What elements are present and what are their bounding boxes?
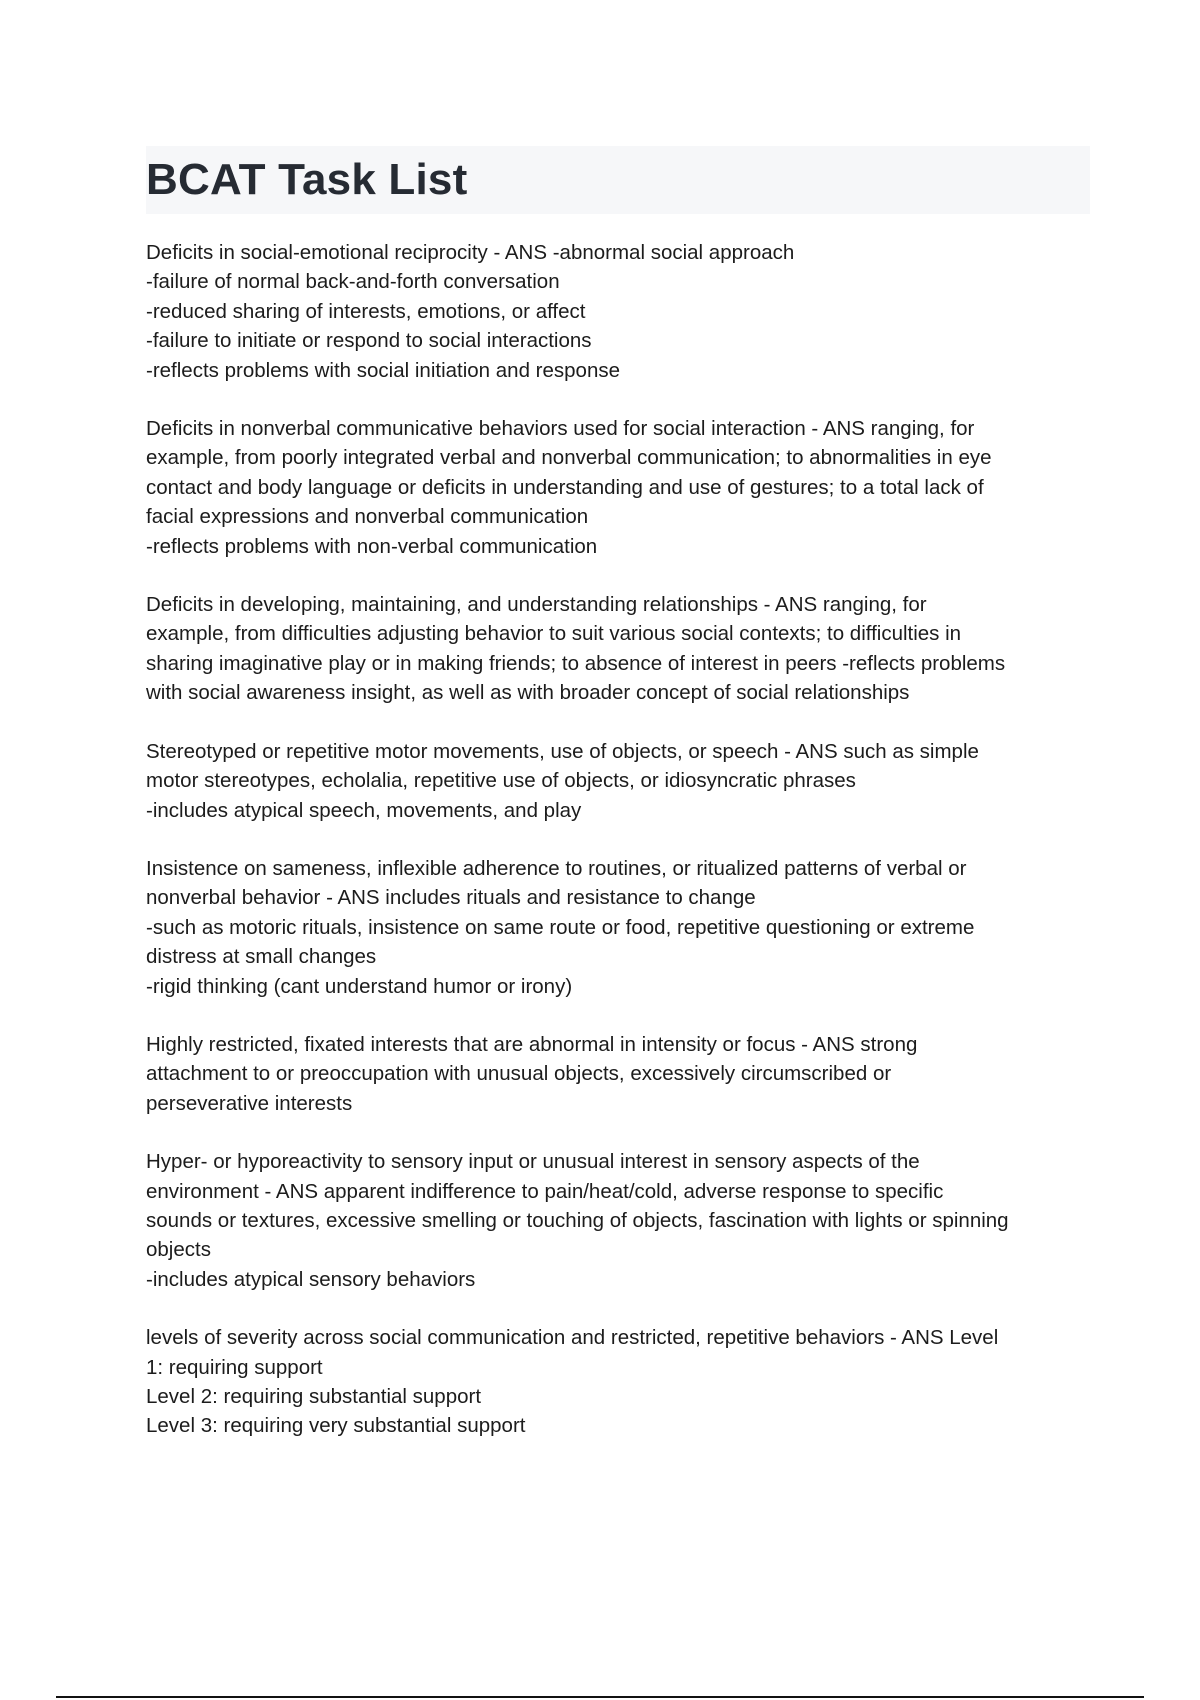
entry-line: -reduced sharing of interests, emotions, or affect [146,299,586,323]
entry-restricted-interests [146,1030,1090,1118]
entry-line: -includes atypical speech, movements, and play [146,798,582,822]
entry-line: perseverative interests [146,1091,353,1115]
entry-line: Deficits in social-emotional reciprocity - ANS -abnormal social approach [146,241,795,264]
entry-social-emotional-reciprocity [146,238,1090,385]
entry-line: -reflects problems with non-verbal communication [146,534,598,558]
entry-line: example, from difficulties adjusting behavior to suit various social contexts; to difficulties in [146,622,962,646]
entry-line: levels of severity across social communication and restricted, repetitive behaviors - ANS Level [146,1326,999,1350]
entry-line: Stereotyped or repetitive motor movements, use of objects, or speech - ANS such as simple [146,739,979,763]
entry-stereotyped-movements [146,737,1090,825]
entry-line: nonverbal behavior - ANS includes rituals and resistance to change [146,886,756,910]
entry-line: distress at small changes [146,945,377,969]
entry-line: environment - ANS apparent indifference to pain/heat/cold, adverse response to specific [146,1179,944,1203]
entry-line: with social awareness insight, as well as with broader concept of social relationships [146,681,910,705]
entry-line: contact and body language or deficits in understanding and use of gestures; to a total lack of [146,475,984,499]
entry-line: -failure of normal back-and-forth conversation [146,270,560,294]
entry-line: example, from poorly integrated verbal and nonverbal communication; to abnormalities in eye [146,446,992,470]
entry-nonverbal-communication [146,414,1090,561]
entry-levels-of-severity [146,1323,1090,1441]
entry-line: objects [146,1238,211,1262]
entry-line: Highly restricted, fixated interests that are abnormal in intensity or focus - ANS strong [146,1032,918,1056]
entry-insistence-on-sameness [146,854,1090,1001]
entry-line: attachment to or preoccupation with unusual objects, excessively circumscribed or [146,1062,892,1086]
entry-line: 1: requiring support [146,1355,323,1379]
entry-relationships [146,590,1090,708]
entry-line: Deficits in nonverbal communicative behaviors used for social interaction - ANS ranging, for [146,417,975,441]
entry-line: motor stereotypes, echolalia, repetitive use of objects, or idiosyncratic phrases [146,769,856,793]
entry-line: Insistence on sameness, inflexible adherence to routines, or ritualized patterns of verbal or [146,856,967,880]
entry-line: Deficits in developing, maintaining, and understanding relationships - ANS ranging, for [146,593,927,617]
entry-line: -such as motoric rituals, insistence on same route or food, repetitive questioning or extreme [146,915,975,939]
document-body [146,238,1090,1470]
entry-line: -reflects problems with social initiation and response [146,358,621,382]
entry-sensory-reactivity [146,1147,1090,1294]
entry-line: -rigid thinking (cant understand humor or irony) [146,974,573,998]
entry-line: Hyper- or hyporeactivity to sensory input or unusual interest in sensory aspects of the [146,1150,920,1174]
entry-line: sharing imaginative play or in making friends; to absence of interest in peers -reflects problems [146,651,1006,675]
entry-line: -includes atypical sensory behaviors [146,1267,476,1291]
entry-line: Level 3: requiring very substantial support [146,1414,526,1438]
entry-line: sounds or textures, excessive smelling or touching of objects, fascination with lights or spinning [146,1208,1009,1232]
entry-line: facial expressions and nonverbal communication [146,505,589,529]
entry-line: Level 2: requiring substantial support [146,1385,482,1408]
bottom-divider [56,1696,1144,1698]
page-title: BCAT Task List [146,155,468,204]
entry-line: -failure to initiate or respond to social interactions [146,329,592,353]
